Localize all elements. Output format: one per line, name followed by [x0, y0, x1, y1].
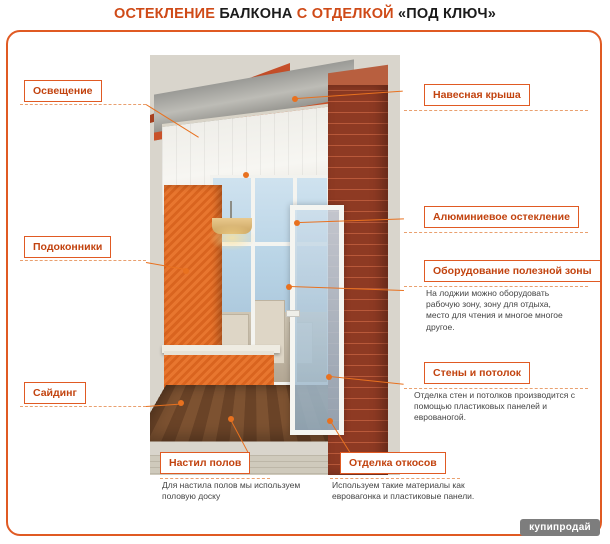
- title-part-4: «ПОД КЛЮЧ»: [398, 6, 497, 22]
- anchor-slopes: [327, 418, 333, 424]
- page-title: [0, 6, 610, 22]
- guide-line-glazing: [404, 232, 588, 233]
- label-slope-finishing[interactable]: Отделка откосов: [340, 452, 446, 474]
- guide-line-walls: [404, 388, 588, 389]
- guide-line-slopes: [330, 478, 460, 479]
- label-useful-zone[interactable]: Оборудование полезной зоны: [424, 260, 601, 282]
- note-slope-finishing: Используем такие материалы как евровагонка и пластиковые панели.: [332, 480, 475, 502]
- watermark-badge: купипродай: [520, 519, 600, 536]
- label-walls-ceiling[interactable]: Стены и потолок: [424, 362, 530, 384]
- anchor-walls: [326, 374, 332, 380]
- lamp-glow: [208, 225, 256, 251]
- title-part-2: БАЛКОНА: [219, 6, 293, 22]
- anchor-siding: [178, 400, 184, 406]
- balcony-photo: [150, 55, 400, 475]
- label-windowsills[interactable]: Подоконники: [24, 236, 111, 258]
- note-useful-zone: На лоджии можно оборудовать рабочую зону, зону для отдыха, место для чтения и многое многое другое.: [426, 288, 563, 332]
- note-walls-ceiling: Отделка стен и потолков производится с помощью пластиковых панелей и еврованогой.: [414, 390, 576, 423]
- anchor-useful-zone: [286, 284, 292, 290]
- label-floor-decking[interactable]: Настил полов: [160, 452, 250, 474]
- guide-line-lighting: [20, 104, 146, 105]
- window-handle: [286, 310, 300, 317]
- anchor-windowsills: [183, 268, 189, 274]
- label-aluminium-glazing[interactable]: Алюминиевое остекление: [424, 206, 579, 228]
- guide-line-floor: [160, 478, 270, 479]
- title-part-1: ОСТЕКЛЕНИЕ: [113, 6, 216, 22]
- note-floor-decking: Для настила полов мы используем половую доску: [162, 480, 301, 502]
- label-lighting[interactable]: Освещение: [24, 80, 102, 102]
- title-part-3: С ОТДЕЛКОЙ: [296, 6, 394, 22]
- guide-line-windowsills: [20, 260, 146, 261]
- anchor-glazing: [294, 220, 300, 226]
- label-canopy-roof[interactable]: Навесная крыша: [424, 84, 530, 106]
- label-siding[interactable]: Сайдинг: [24, 382, 86, 404]
- anchor-lighting: [243, 172, 249, 178]
- anchor-floor: [228, 416, 234, 422]
- open-window-sash: [290, 205, 344, 435]
- guide-line-siding: [20, 406, 146, 407]
- guide-line-canopy: [404, 110, 588, 111]
- guide-line-useful-zone: [404, 286, 588, 287]
- lamp-rod: [230, 201, 232, 219]
- anchor-canopy: [292, 96, 298, 102]
